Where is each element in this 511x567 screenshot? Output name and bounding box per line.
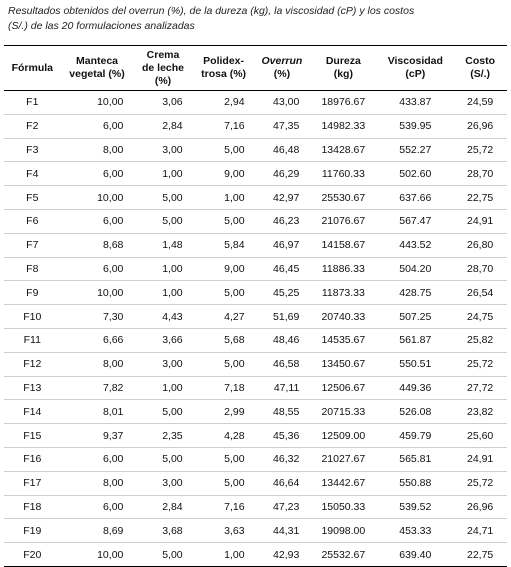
cell-manteca: 6,00: [61, 257, 134, 281]
cell-formula: F19: [4, 519, 61, 543]
cell-formula: F2: [4, 114, 61, 138]
cell-manteca: 10,00: [61, 281, 134, 305]
cell-overrun: 46,97: [255, 233, 310, 257]
cell-dureza: 19098.00: [309, 519, 377, 543]
cell-overrun: 46,45: [255, 257, 310, 281]
cell-viscosidad: 637.66: [377, 186, 453, 210]
cell-viscosidad: 539.52: [377, 495, 453, 519]
cell-manteca: 6,00: [61, 162, 134, 186]
cell-costo: 25,72: [453, 471, 507, 495]
header-row: [4, 46, 507, 91]
cell-crema: 5,00: [133, 186, 192, 210]
cell-polidextrosa: 5,00: [193, 281, 255, 305]
cell-manteca: 10,00: [61, 186, 134, 210]
cell-polidextrosa: 5,00: [193, 471, 255, 495]
cell-overrun: 44,31: [255, 519, 310, 543]
cell-crema: 5,00: [133, 543, 192, 567]
cell-formula: F12: [4, 352, 61, 376]
table-row: [4, 209, 507, 233]
cell-viscosidad: 504.20: [377, 257, 453, 281]
cell-polidextrosa: 4,28: [193, 424, 255, 448]
cell-costo: 24,59: [453, 91, 507, 115]
header-manteca: Manteca vegetal (%): [61, 46, 134, 91]
table-row: [4, 471, 507, 495]
cell-formula: F6: [4, 209, 61, 233]
caption-line-2: (S/.) de las 20 formulaciones analizadas: [8, 20, 195, 32]
cell-overrun: 48,46: [255, 328, 310, 352]
cell-manteca: 8,68: [61, 233, 134, 257]
table-row: [4, 114, 507, 138]
cell-crema: 5,00: [133, 209, 192, 233]
cell-overrun: 43,00: [255, 91, 310, 115]
cell-costo: 28,70: [453, 162, 507, 186]
cell-manteca: 7,30: [61, 305, 134, 329]
cell-crema: 1,48: [133, 233, 192, 257]
cell-manteca: 8,69: [61, 519, 134, 543]
cell-polidextrosa: 5,00: [193, 352, 255, 376]
cell-polidextrosa: 5,00: [193, 138, 255, 162]
cell-costo: 25,82: [453, 328, 507, 352]
cell-formula: F9: [4, 281, 61, 305]
cell-formula: F17: [4, 471, 61, 495]
cell-viscosidad: 539.95: [377, 114, 453, 138]
cell-manteca: 7,82: [61, 376, 134, 400]
cell-formula: F16: [4, 447, 61, 471]
cell-viscosidad: 459.79: [377, 424, 453, 448]
cell-overrun: 47,23: [255, 495, 310, 519]
cell-formula: F4: [4, 162, 61, 186]
table-row: [4, 281, 507, 305]
cell-overrun: 46,64: [255, 471, 310, 495]
table-row: [4, 162, 507, 186]
cell-polidextrosa: 9,00: [193, 257, 255, 281]
cell-dureza: 11886.33: [309, 257, 377, 281]
table-row: [4, 424, 507, 448]
cell-costo: 25,72: [453, 138, 507, 162]
cell-overrun: 46,32: [255, 447, 310, 471]
cell-costo: 24,91: [453, 209, 507, 233]
cell-manteca: 10,00: [61, 543, 134, 567]
header-dureza: Dureza (kg): [309, 46, 377, 91]
table-row: [4, 376, 507, 400]
cell-formula: F5: [4, 186, 61, 210]
cell-costo: 26,96: [453, 495, 507, 519]
cell-crema: 2,84: [133, 495, 192, 519]
cell-formula: F7: [4, 233, 61, 257]
cell-manteca: 10,00: [61, 91, 134, 115]
table-row: [4, 138, 507, 162]
cell-polidextrosa: 3,63: [193, 519, 255, 543]
cell-viscosidad: 565.81: [377, 447, 453, 471]
header-crema: Crema de leche (%): [133, 46, 192, 91]
cell-crema: 3,06: [133, 91, 192, 115]
cell-crema: 5,00: [133, 447, 192, 471]
header-formula: Fórmula: [4, 46, 61, 91]
cell-overrun: 42,93: [255, 543, 310, 567]
cell-viscosidad: 507.25: [377, 305, 453, 329]
cell-formula: F8: [4, 257, 61, 281]
cell-manteca: 8,00: [61, 138, 134, 162]
cell-viscosidad: 433.87: [377, 91, 453, 115]
cell-costo: 26,54: [453, 281, 507, 305]
cell-costo: 25,60: [453, 424, 507, 448]
cell-manteca: 8,01: [61, 400, 134, 424]
cell-overrun: 46,58: [255, 352, 310, 376]
cell-dureza: 25530.67: [309, 186, 377, 210]
cell-dureza: 20715.33: [309, 400, 377, 424]
table-body: [4, 91, 507, 567]
table-row: [4, 543, 507, 567]
header-overrun: Overrun (%): [255, 46, 310, 91]
cell-crema: 2,35: [133, 424, 192, 448]
cell-viscosidad: 526.08: [377, 400, 453, 424]
cell-polidextrosa: 2,94: [193, 91, 255, 115]
cell-manteca: 8,00: [61, 352, 134, 376]
cell-viscosidad: 550.88: [377, 471, 453, 495]
cell-polidextrosa: 7,16: [193, 495, 255, 519]
cell-crema: 2,84: [133, 114, 192, 138]
cell-overrun: 46,29: [255, 162, 310, 186]
cell-crema: 3,00: [133, 138, 192, 162]
cell-overrun: 48,55: [255, 400, 310, 424]
table-row: [4, 305, 507, 329]
cell-viscosidad: 453.33: [377, 519, 453, 543]
cell-dureza: 25532.67: [309, 543, 377, 567]
cell-costo: 28,70: [453, 257, 507, 281]
cell-crema: 4,43: [133, 305, 192, 329]
cell-dureza: 12506.67: [309, 376, 377, 400]
cell-viscosidad: 639.40: [377, 543, 453, 567]
cell-viscosidad: 550.51: [377, 352, 453, 376]
cell-viscosidad: 428.75: [377, 281, 453, 305]
cell-crema: 1,00: [133, 281, 192, 305]
cell-formula: F13: [4, 376, 61, 400]
cell-overrun: 46,23: [255, 209, 310, 233]
cell-dureza: 11760.33: [309, 162, 377, 186]
caption-line-1: Resultados obtenidos del overrun (%), de la dureza (kg), la viscosidad (cP) y los costos: [8, 5, 415, 17]
cell-formula: F15: [4, 424, 61, 448]
cell-formula: F1: [4, 91, 61, 115]
cell-viscosidad: 449.36: [377, 376, 453, 400]
cell-crema: 1,00: [133, 162, 192, 186]
cell-manteca: 8,00: [61, 471, 134, 495]
cell-dureza: 13450.67: [309, 352, 377, 376]
table-row: [4, 91, 507, 115]
table-row: [4, 352, 507, 376]
cell-manteca: 6,00: [61, 447, 134, 471]
cell-costo: 26,80: [453, 233, 507, 257]
cell-polidextrosa: 1,00: [193, 186, 255, 210]
table-row: [4, 233, 507, 257]
table-row: [4, 257, 507, 281]
cell-polidextrosa: 5,00: [193, 447, 255, 471]
cell-polidextrosa: 7,18: [193, 376, 255, 400]
cell-manteca: 6,00: [61, 209, 134, 233]
cell-dureza: 13442.67: [309, 471, 377, 495]
cell-crema: 1,00: [133, 376, 192, 400]
table-row: [4, 400, 507, 424]
cell-costo: 27,72: [453, 376, 507, 400]
cell-viscosidad: 443.52: [377, 233, 453, 257]
cell-costo: 24,75: [453, 305, 507, 329]
cell-costo: 26,96: [453, 114, 507, 138]
cell-manteca: 6,00: [61, 495, 134, 519]
cell-overrun: 47,35: [255, 114, 310, 138]
cell-overrun: 46,48: [255, 138, 310, 162]
table-row: [4, 447, 507, 471]
cell-formula: F18: [4, 495, 61, 519]
cell-dureza: 14535.67: [309, 328, 377, 352]
cell-polidextrosa: 5,00: [193, 209, 255, 233]
cell-polidextrosa: 4,27: [193, 305, 255, 329]
cell-formula: F20: [4, 543, 61, 567]
cell-dureza: 20740.33: [309, 305, 377, 329]
cell-overrun: 47,11: [255, 376, 310, 400]
cell-overrun: 51,69: [255, 305, 310, 329]
cell-crema: 3,68: [133, 519, 192, 543]
table-row: [4, 328, 507, 352]
cell-dureza: 15050.33: [309, 495, 377, 519]
cell-formula: F11: [4, 328, 61, 352]
formulations-table: [4, 45, 507, 567]
table-caption: [8, 4, 503, 34]
cell-formula: F3: [4, 138, 61, 162]
cell-overrun: 42,97: [255, 186, 310, 210]
cell-crema: 3,00: [133, 471, 192, 495]
cell-dureza: 21076.67: [309, 209, 377, 233]
header-polidextrosa: Polidex- trosa (%): [193, 46, 255, 91]
cell-costo: 24,71: [453, 519, 507, 543]
cell-dureza: 12509.00: [309, 424, 377, 448]
cell-viscosidad: 552.27: [377, 138, 453, 162]
cell-dureza: 14158.67: [309, 233, 377, 257]
cell-costo: 22,75: [453, 543, 507, 567]
header-viscosidad: Viscosidad (cP): [377, 46, 453, 91]
cell-formula: F14: [4, 400, 61, 424]
cell-dureza: 21027.67: [309, 447, 377, 471]
cell-costo: 22,75: [453, 186, 507, 210]
cell-viscosidad: 561.87: [377, 328, 453, 352]
cell-crema: 3,66: [133, 328, 192, 352]
cell-overrun: 45,25: [255, 281, 310, 305]
cell-costo: 23,82: [453, 400, 507, 424]
cell-dureza: 14982.33: [309, 114, 377, 138]
cell-crema: 5,00: [133, 400, 192, 424]
header-costo: Costo (S/.): [453, 46, 507, 91]
cell-polidextrosa: 5,84: [193, 233, 255, 257]
cell-manteca: 6,66: [61, 328, 134, 352]
cell-viscosidad: 567.47: [377, 209, 453, 233]
cell-overrun: 45,36: [255, 424, 310, 448]
cell-crema: 1,00: [133, 257, 192, 281]
cell-viscosidad: 502.60: [377, 162, 453, 186]
cell-polidextrosa: 5,68: [193, 328, 255, 352]
table-row: [4, 495, 507, 519]
cell-dureza: 13428.67: [309, 138, 377, 162]
cell-formula: F10: [4, 305, 61, 329]
cell-polidextrosa: 9,00: [193, 162, 255, 186]
cell-dureza: 11873.33: [309, 281, 377, 305]
cell-manteca: 6,00: [61, 114, 134, 138]
cell-polidextrosa: 7,16: [193, 114, 255, 138]
cell-manteca: 9,37: [61, 424, 134, 448]
cell-costo: 25,72: [453, 352, 507, 376]
cell-costo: 24,91: [453, 447, 507, 471]
cell-dureza: 18976.67: [309, 91, 377, 115]
cell-crema: 3,00: [133, 352, 192, 376]
cell-polidextrosa: 1,00: [193, 543, 255, 567]
cell-polidextrosa: 2,99: [193, 400, 255, 424]
table-row: [4, 519, 507, 543]
table-row: [4, 186, 507, 210]
